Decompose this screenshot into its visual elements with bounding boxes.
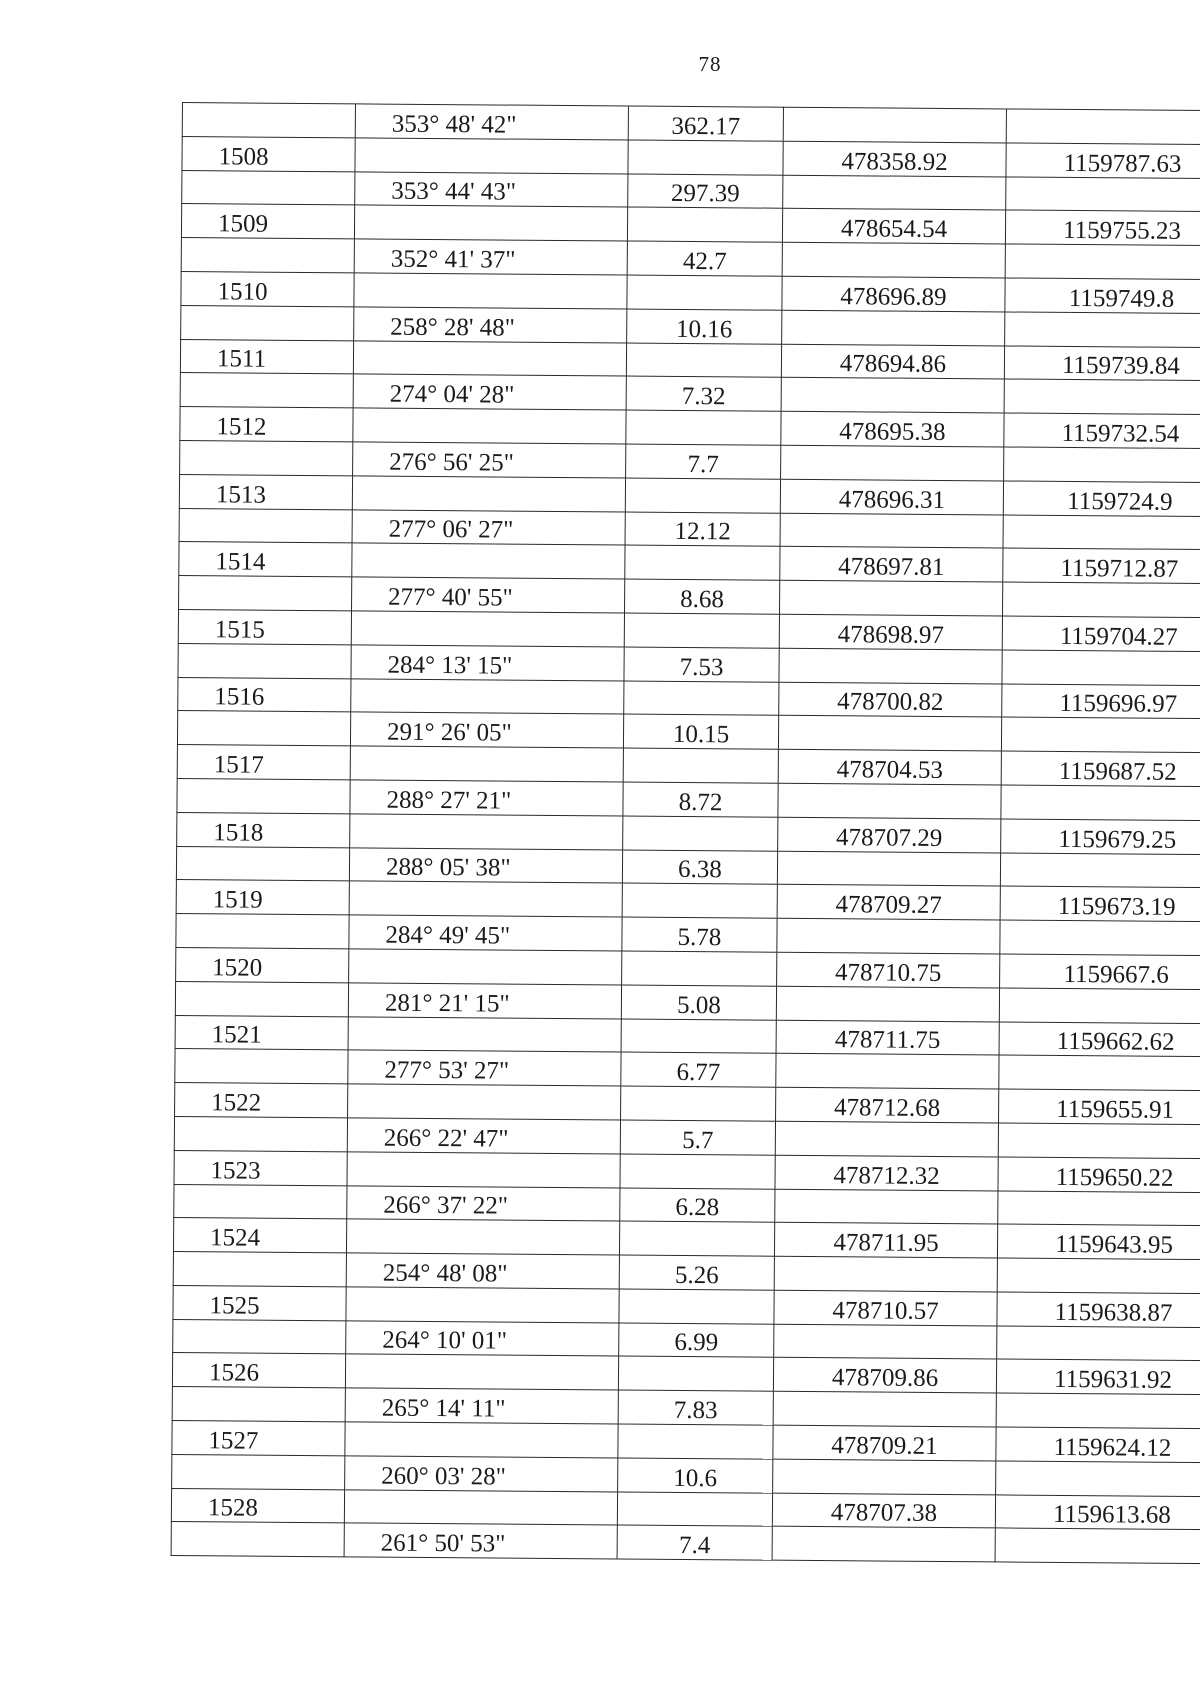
- bearing-cell: 258° 28' 48": [354, 307, 627, 343]
- empty-cell: [350, 814, 623, 850]
- distance-cell: 8.72: [623, 782, 778, 817]
- bearing-cell: 265° 14' 11": [345, 1388, 618, 1424]
- empty-cell: [617, 1492, 772, 1527]
- x-coordinate-cell: 478654.54: [782, 209, 1005, 245]
- empty-cell: [182, 170, 355, 205]
- empty-cell: [779, 648, 1002, 684]
- empty-cell: [347, 1152, 620, 1188]
- distance-cell: 6.28: [620, 1187, 775, 1222]
- point-id-cell: 1519: [176, 880, 349, 915]
- empty-cell: [182, 103, 355, 138]
- empty-cell: [625, 478, 780, 513]
- empty-cell: [176, 914, 349, 949]
- point-id-cell: 1524: [173, 1218, 346, 1253]
- empty-cell: [773, 1391, 996, 1427]
- empty-cell: [626, 410, 781, 445]
- empty-cell: [171, 1522, 344, 1557]
- y-coordinate-cell: 1159696.97: [1002, 684, 1200, 720]
- y-coordinate-cell: 1159755.23: [1005, 210, 1200, 246]
- empty-cell: [996, 1461, 1200, 1497]
- bearing-cell: 266° 37' 22": [347, 1185, 620, 1221]
- x-coordinate-cell: 478694.86: [781, 344, 1004, 380]
- empty-cell: [348, 1084, 621, 1120]
- empty-cell: [780, 513, 1003, 549]
- page-number: 78: [698, 52, 722, 76]
- empty-cell: [623, 748, 778, 783]
- y-coordinate-cell: 1159613.68: [995, 1495, 1200, 1531]
- empty-cell: [996, 1393, 1200, 1429]
- point-id-cell: 1521: [175, 1015, 348, 1050]
- empty-cell: [181, 238, 354, 273]
- x-coordinate-cell: 478712.32: [775, 1155, 998, 1191]
- empty-cell: [1005, 312, 1200, 348]
- distance-cell: 297.39: [628, 174, 783, 209]
- empty-cell: [627, 207, 782, 242]
- empty-cell: [354, 273, 627, 309]
- point-id-cell: 1515: [178, 609, 351, 644]
- empty-cell: [783, 175, 1006, 211]
- empty-cell: [172, 1454, 345, 1489]
- x-coordinate-cell: 478696.89: [782, 276, 1005, 312]
- point-id-cell: 1525: [173, 1285, 346, 1320]
- empty-cell: [774, 1324, 997, 1360]
- y-coordinate-cell: 1159631.92: [996, 1359, 1200, 1395]
- empty-cell: [775, 1121, 998, 1157]
- y-coordinate-cell: 1159662.62: [999, 1021, 1200, 1057]
- x-coordinate-cell: 478358.92: [783, 141, 1006, 177]
- empty-cell: [621, 1018, 776, 1053]
- empty-cell: [1001, 785, 1200, 821]
- empty-cell: [999, 1055, 1200, 1091]
- bearing-cell: 288° 27' 21": [350, 780, 623, 816]
- empty-cell: [1001, 717, 1200, 753]
- x-coordinate-cell: 478707.38: [772, 1493, 995, 1529]
- empty-cell: [775, 1189, 998, 1225]
- empty-cell: [778, 716, 1001, 752]
- bearing-cell: 284° 13' 15": [351, 645, 624, 681]
- empty-cell: [995, 1528, 1200, 1564]
- empty-cell: [352, 476, 625, 512]
- x-coordinate-cell: 478711.75: [776, 1020, 999, 1056]
- empty-cell: [776, 986, 999, 1022]
- empty-cell: [777, 851, 1000, 887]
- point-id-cell: 1513: [179, 474, 352, 509]
- distance-cell: 12.12: [625, 512, 780, 547]
- y-coordinate-cell: 1159638.87: [997, 1292, 1200, 1328]
- empty-cell: [355, 138, 628, 174]
- segment-row: [171, 1522, 1200, 1564]
- y-coordinate-cell: 1159687.52: [1001, 751, 1200, 787]
- point-id-cell: 1511: [180, 339, 353, 374]
- x-coordinate-cell: 478695.38: [781, 411, 1004, 447]
- empty-cell: [998, 1190, 1200, 1226]
- y-coordinate-cell: 1159679.25: [1001, 819, 1200, 855]
- empty-cell: [1002, 650, 1200, 686]
- empty-cell: [181, 305, 354, 340]
- x-coordinate-cell: 478710.57: [774, 1290, 997, 1326]
- empty-cell: [352, 543, 625, 579]
- empty-cell: [349, 881, 622, 917]
- empty-cell: [624, 681, 779, 716]
- empty-cell: [344, 1489, 617, 1525]
- x-coordinate-cell: 478709.86: [773, 1358, 996, 1394]
- empty-cell: [1004, 379, 1200, 415]
- point-id-cell: 1516: [178, 677, 351, 712]
- x-coordinate-cell: 478707.29: [778, 817, 1001, 853]
- empty-cell: [628, 140, 783, 175]
- empty-cell: [177, 711, 350, 746]
- empty-cell: [1006, 177, 1200, 213]
- empty-cell: [998, 1123, 1200, 1159]
- point-id-cell: 1522: [175, 1083, 348, 1118]
- distance-cell: 7.83: [618, 1390, 773, 1425]
- empty-cell: [177, 778, 350, 813]
- bearing-cell: 281° 21' 15": [348, 983, 621, 1019]
- empty-cell: [779, 580, 1002, 616]
- empty-cell: [772, 1527, 995, 1563]
- distance-cell: 6.77: [621, 1052, 776, 1087]
- bearing-cell: 291° 26' 05": [350, 712, 623, 748]
- empty-cell: [618, 1424, 773, 1459]
- empty-cell: [348, 1016, 621, 1052]
- y-coordinate-cell: 1159667.6: [1000, 954, 1200, 990]
- empty-cell: [782, 310, 1005, 346]
- distance-cell: 6.99: [619, 1323, 774, 1358]
- empty-cell: [618, 1356, 773, 1391]
- y-coordinate-cell: 1159732.54: [1004, 413, 1200, 449]
- bearing-cell: 284° 49' 45": [349, 915, 622, 951]
- empty-cell: [1006, 109, 1200, 145]
- bearing-cell: 261° 50' 53": [344, 1523, 617, 1559]
- empty-cell: [180, 440, 353, 475]
- distance-cell: 7.53: [624, 647, 779, 682]
- distance-cell: 5.08: [621, 985, 776, 1020]
- empty-cell: [173, 1319, 346, 1354]
- x-coordinate-cell: 478700.82: [779, 682, 1002, 718]
- empty-cell: [176, 846, 349, 881]
- bearing-cell: 277° 06' 27": [352, 509, 625, 545]
- point-id-cell: 1527: [172, 1421, 345, 1456]
- bearing-cell: 353° 44' 43": [355, 171, 628, 207]
- x-coordinate-cell: 478710.75: [777, 952, 1000, 988]
- empty-cell: [774, 1256, 997, 1292]
- point-id-cell: 1508: [182, 136, 355, 171]
- empty-cell: [620, 1154, 775, 1189]
- empty-cell: [619, 1221, 774, 1256]
- point-id-cell: 1517: [177, 745, 350, 780]
- empty-cell: [1000, 852, 1200, 888]
- empty-cell: [997, 1326, 1200, 1362]
- empty-cell: [179, 508, 352, 543]
- empty-cell: [997, 1258, 1200, 1294]
- distance-cell: 362.17: [628, 106, 783, 141]
- y-coordinate-cell: 1159673.19: [1000, 886, 1200, 922]
- empty-cell: [178, 643, 351, 678]
- x-coordinate-cell: 478704.53: [778, 749, 1001, 785]
- y-coordinate-cell: 1159650.22: [998, 1157, 1200, 1193]
- point-id-cell: 1518: [177, 812, 350, 847]
- bearing-cell: 288° 05' 38": [349, 847, 622, 883]
- bearing-cell: 274° 04' 28": [353, 374, 626, 410]
- distance-cell: 7.7: [626, 444, 781, 479]
- empty-cell: [624, 613, 779, 648]
- distance-cell: 6.38: [622, 850, 777, 885]
- empty-cell: [773, 1459, 996, 1495]
- empty-cell: [781, 378, 1004, 414]
- empty-cell: [1002, 582, 1200, 618]
- point-id-cell: 1514: [179, 542, 352, 577]
- y-coordinate-cell: 1159643.95: [997, 1224, 1200, 1260]
- distance-cell: 10.16: [627, 309, 782, 344]
- empty-cell: [1000, 920, 1200, 956]
- empty-cell: [354, 205, 627, 241]
- empty-cell: [173, 1252, 346, 1287]
- x-coordinate-cell: 478709.27: [777, 885, 1000, 921]
- empty-cell: [625, 545, 780, 580]
- y-coordinate-cell: 1159624.12: [996, 1427, 1200, 1463]
- empty-cell: [999, 988, 1200, 1024]
- distance-cell: 5.26: [619, 1255, 774, 1290]
- bearing-cell: 260° 03' 28": [345, 1456, 618, 1492]
- y-coordinate-cell: 1159787.63: [1006, 143, 1200, 179]
- bearing-cell: 276° 56' 25": [353, 442, 626, 478]
- empty-cell: [351, 611, 624, 647]
- empty-cell: [353, 408, 626, 444]
- x-coordinate-cell: 478711.95: [774, 1222, 997, 1258]
- y-coordinate-cell: 1159712.87: [1003, 548, 1200, 584]
- empty-cell: [1003, 515, 1200, 551]
- empty-cell: [778, 783, 1001, 819]
- empty-cell: [350, 746, 623, 782]
- empty-cell: [776, 1054, 999, 1090]
- empty-cell: [781, 445, 1004, 481]
- distance-cell: 7.32: [626, 376, 781, 411]
- y-coordinate-cell: 1159724.9: [1003, 481, 1200, 517]
- empty-cell: [622, 883, 777, 918]
- distance-cell: 8.68: [625, 579, 780, 614]
- empty-cell: [174, 1184, 347, 1219]
- x-coordinate-cell: 478697.81: [780, 547, 1003, 583]
- bearing-cell: 353° 48' 42": [355, 104, 628, 140]
- point-id-cell: 1528: [171, 1488, 344, 1523]
- empty-cell: [1004, 447, 1200, 483]
- distance-cell: 42.7: [627, 241, 782, 276]
- coordinate-table-body: [171, 103, 1200, 1565]
- point-id-cell: 1526: [172, 1353, 345, 1388]
- bearing-cell: 277° 40' 55": [352, 577, 625, 613]
- x-coordinate-cell: 478698.97: [779, 614, 1002, 650]
- distance-cell: 5.78: [622, 917, 777, 952]
- coordinate-table: [171, 102, 1200, 1565]
- empty-cell: [346, 1287, 619, 1323]
- empty-cell: [619, 1289, 774, 1324]
- x-coordinate-cell: 478709.21: [773, 1425, 996, 1461]
- point-id-cell: 1523: [174, 1150, 347, 1185]
- empty-cell: [627, 275, 782, 310]
- bearing-cell: 266° 22' 47": [347, 1118, 620, 1154]
- empty-cell: [782, 242, 1005, 278]
- empty-cell: [172, 1387, 345, 1422]
- empty-cell: [622, 951, 777, 986]
- empty-cell: [346, 1219, 619, 1255]
- y-coordinate-cell: 1159704.27: [1002, 616, 1200, 652]
- empty-cell: [783, 107, 1006, 143]
- empty-cell: [345, 1422, 618, 1458]
- empty-cell: [621, 1086, 776, 1121]
- empty-cell: [623, 816, 778, 851]
- empty-cell: [353, 340, 626, 376]
- empty-cell: [349, 949, 622, 985]
- distance-cell: 7.4: [617, 1525, 772, 1560]
- bearing-cell: 254° 48' 08": [346, 1253, 619, 1289]
- distance-cell: 10.6: [618, 1458, 773, 1493]
- bearing-cell: 277° 53' 27": [348, 1050, 621, 1086]
- point-id-cell: 1509: [181, 204, 354, 239]
- y-coordinate-cell: 1159655.91: [999, 1089, 1200, 1125]
- point-id-cell: 1510: [181, 271, 354, 306]
- empty-cell: [351, 678, 624, 714]
- y-coordinate-cell: 1159739.84: [1004, 346, 1200, 382]
- distance-cell: 5.7: [620, 1120, 775, 1155]
- x-coordinate-cell: 478696.31: [780, 479, 1003, 515]
- empty-cell: [180, 373, 353, 408]
- distance-cell: 10.15: [623, 714, 778, 749]
- empty-cell: [1005, 244, 1200, 280]
- empty-cell: [175, 981, 348, 1016]
- empty-cell: [179, 576, 352, 611]
- x-coordinate-cell: 478712.68: [776, 1087, 999, 1123]
- bearing-cell: 264° 10' 01": [346, 1321, 619, 1357]
- empty-cell: [345, 1354, 618, 1390]
- y-coordinate-cell: 1159749.8: [1005, 278, 1200, 314]
- empty-cell: [174, 1116, 347, 1151]
- empty-cell: [626, 343, 781, 378]
- bearing-cell: 352° 41' 37": [354, 239, 627, 275]
- empty-cell: [777, 918, 1000, 954]
- point-id-cell: 1512: [180, 407, 353, 442]
- point-id-cell: 1520: [176, 947, 349, 982]
- empty-cell: [175, 1049, 348, 1084]
